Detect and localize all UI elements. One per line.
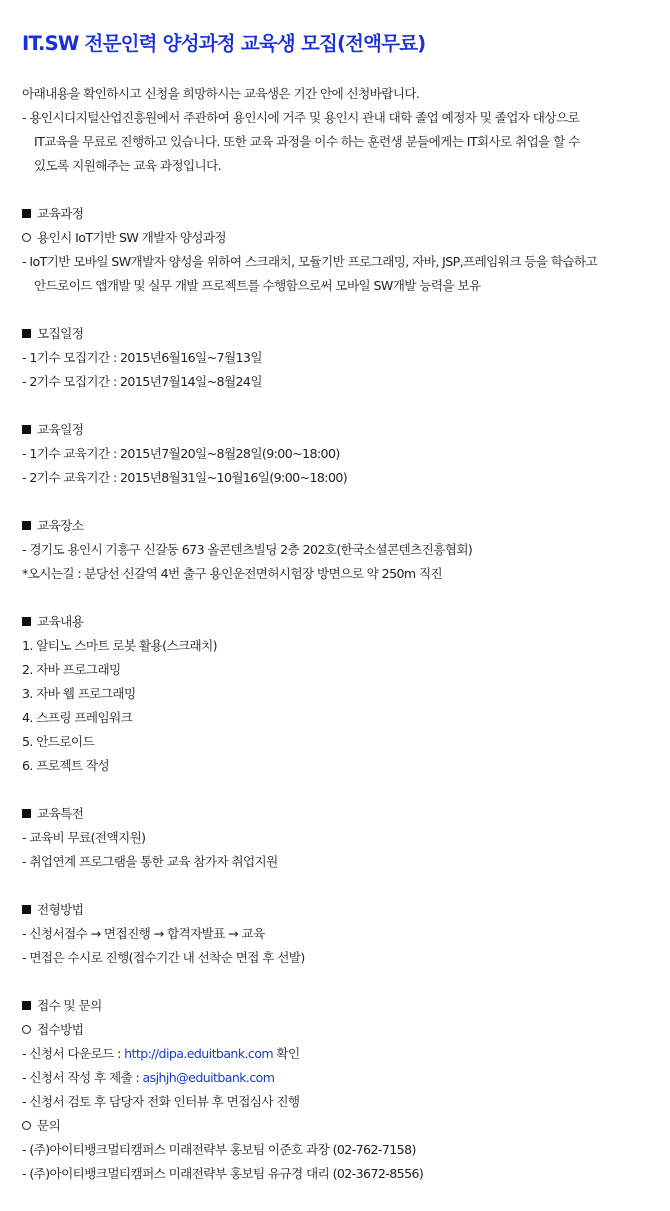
list-item: 5. 안드로이드: [22, 734, 95, 749]
selection-section: [22, 898, 670, 970]
section-heading-label: 접수 및 문의: [37, 998, 102, 1013]
list-item: 2. 자바 프로그래밍: [22, 662, 121, 677]
list-item: - 2기수 교육기간 : 2015년8월31일~10월16일(9:00~18:00): [22, 470, 348, 485]
page-title: IT.SW 전문인력 양성과정 교육생 모집(전액무료): [22, 32, 426, 55]
black-square-icon: [22, 809, 31, 818]
intro-line: - 용인시디지털산업진흥원에서 주관하여 용인시에 거주 및 용인시 관내 대학 졸업 예정자 및 졸업자 대상으로: [22, 110, 580, 125]
section-heading: [22, 802, 670, 826]
list-item: - 1기수 모집기간 : 2015년6월16일~7월13일: [22, 350, 262, 365]
list-item: - 면접은 수시로 진행(접수기간 내 선착순 면접 후 선발): [22, 950, 305, 965]
intro-line: IT교육을 무료로 진행하고 있습니다. 또한 교육 과정을 이수 하는 훈련생 분들에게는 IT회사로 취업을 할 수: [34, 134, 580, 149]
submit-email-link[interactable]: asjhjh@eduitbank.com: [142, 1070, 275, 1085]
section-heading-label: 교육장소: [37, 518, 84, 533]
black-square-icon: [22, 329, 31, 338]
list-item: 6. 프로젝트 작성: [22, 758, 110, 773]
course-name: [22, 226, 670, 250]
list-item: - 신청서접수 → 면접진행 → 합격자발표 → 교육: [22, 926, 265, 941]
black-square-icon: [22, 905, 31, 914]
intro-line: 있도록 지원해주는 교육 과정입니다.: [34, 158, 222, 173]
black-square-icon: [22, 617, 31, 626]
recruit-section: [22, 322, 670, 394]
review-line: - 신청서 검토 후 담당자 전화 인터뷰 후 면접심사 진행: [22, 1094, 300, 1109]
white-circle-icon: [22, 233, 31, 242]
inquiry-heading-label: 문의: [37, 1118, 61, 1133]
contact-person: - (주)아이티뱅크멀티캠퍼스 미래전략부 홍보팀 이준호 과장 (02-762-7158): [22, 1142, 416, 1157]
contact-section: [22, 994, 670, 1186]
white-circle-icon: [22, 1121, 31, 1130]
white-circle-icon: [22, 1025, 31, 1034]
directions: *오시는길 : 분당선 신갈역 4번 출구 용인운전면허시험장 방면으로 약 250m 직진: [22, 566, 443, 581]
inquiry-heading: [22, 1114, 670, 1138]
course-desc: - IoT기반 모바일 SW개발자 양성을 위하여 스크래치, 모듈기반 프로그래밍, 자바, JSP,프레임워크 등을 학습하고: [22, 254, 598, 269]
section-heading-label: 모집일정: [37, 326, 84, 341]
black-square-icon: [22, 521, 31, 530]
course-section: [22, 202, 670, 298]
section-heading: [22, 322, 670, 346]
black-square-icon: [22, 209, 31, 218]
section-heading: [22, 418, 670, 442]
section-heading: [22, 514, 670, 538]
section-heading-label: 교육과정: [37, 206, 84, 221]
schedule-section: [22, 418, 670, 490]
section-heading: [22, 898, 670, 922]
benefits-section: [22, 802, 670, 874]
method-heading-label: 접수방법: [37, 1022, 84, 1037]
section-heading: [22, 994, 670, 1018]
section-heading-label: 교육일정: [37, 422, 84, 437]
black-square-icon: [22, 425, 31, 434]
method-heading: [22, 1018, 670, 1042]
download-prefix: - 신청서 다운로드 :: [22, 1046, 125, 1061]
list-item: 4. 스프링 프레임워크: [22, 710, 133, 725]
course-name-label: 용인시 IoT기반 SW 개발자 양성과정: [37, 230, 226, 245]
course-desc: 안드로이드 앱개발 및 실무 개발 프로젝트를 수행함으로써 모바일 SW개발 능력을 보유: [34, 278, 481, 293]
submit-prefix: - 신청서 작성 후 제출 :: [22, 1070, 143, 1085]
address: - 경기도 용인시 기흥구 신갈동 673 올콘텐츠빌딩 2층 202호(한국소셜콘텐츠진흥협회): [22, 542, 473, 557]
section-heading-label: 교육내용: [37, 614, 84, 629]
list-item: 3. 자바 웹 프로그래밍: [22, 686, 136, 701]
list-item: - 교육비 무료(전액지원): [22, 830, 146, 845]
list-item: - 2기수 모집기간 : 2015년7월14일~8월24일: [22, 374, 262, 389]
location-section: [22, 514, 670, 586]
section-heading-label: 교육특전: [37, 806, 84, 821]
section-heading: [22, 202, 670, 226]
submit-line: [22, 1066, 670, 1090]
section-heading-label: 전형방법: [37, 902, 84, 917]
intro-section: [22, 82, 670, 178]
download-line: [22, 1042, 670, 1066]
download-suffix: 확인: [273, 1046, 300, 1061]
intro-line: 아래내용을 확인하시고 신청을 희망하시는 교육생은 기간 안에 신청바랍니다.: [22, 86, 420, 101]
content-section: [22, 610, 670, 778]
list-item: - 1기수 교육기간 : 2015년7월20일~8월28일(9:00~18:00): [22, 446, 340, 461]
contact-person: - (주)아이티뱅크멀티캠퍼스 미래전략부 홍보팀 유규경 대리 (02-3672-8556): [22, 1166, 424, 1181]
black-square-icon: [22, 1001, 31, 1010]
list-item: - 취업연계 프로그램을 통한 교육 참가자 취업지원: [22, 854, 278, 869]
list-item: 1. 알티노 스마트 로봇 활용(스크래치): [22, 638, 217, 653]
section-heading: [22, 610, 670, 634]
download-link[interactable]: http://dipa.eduitbank.com: [124, 1046, 274, 1061]
